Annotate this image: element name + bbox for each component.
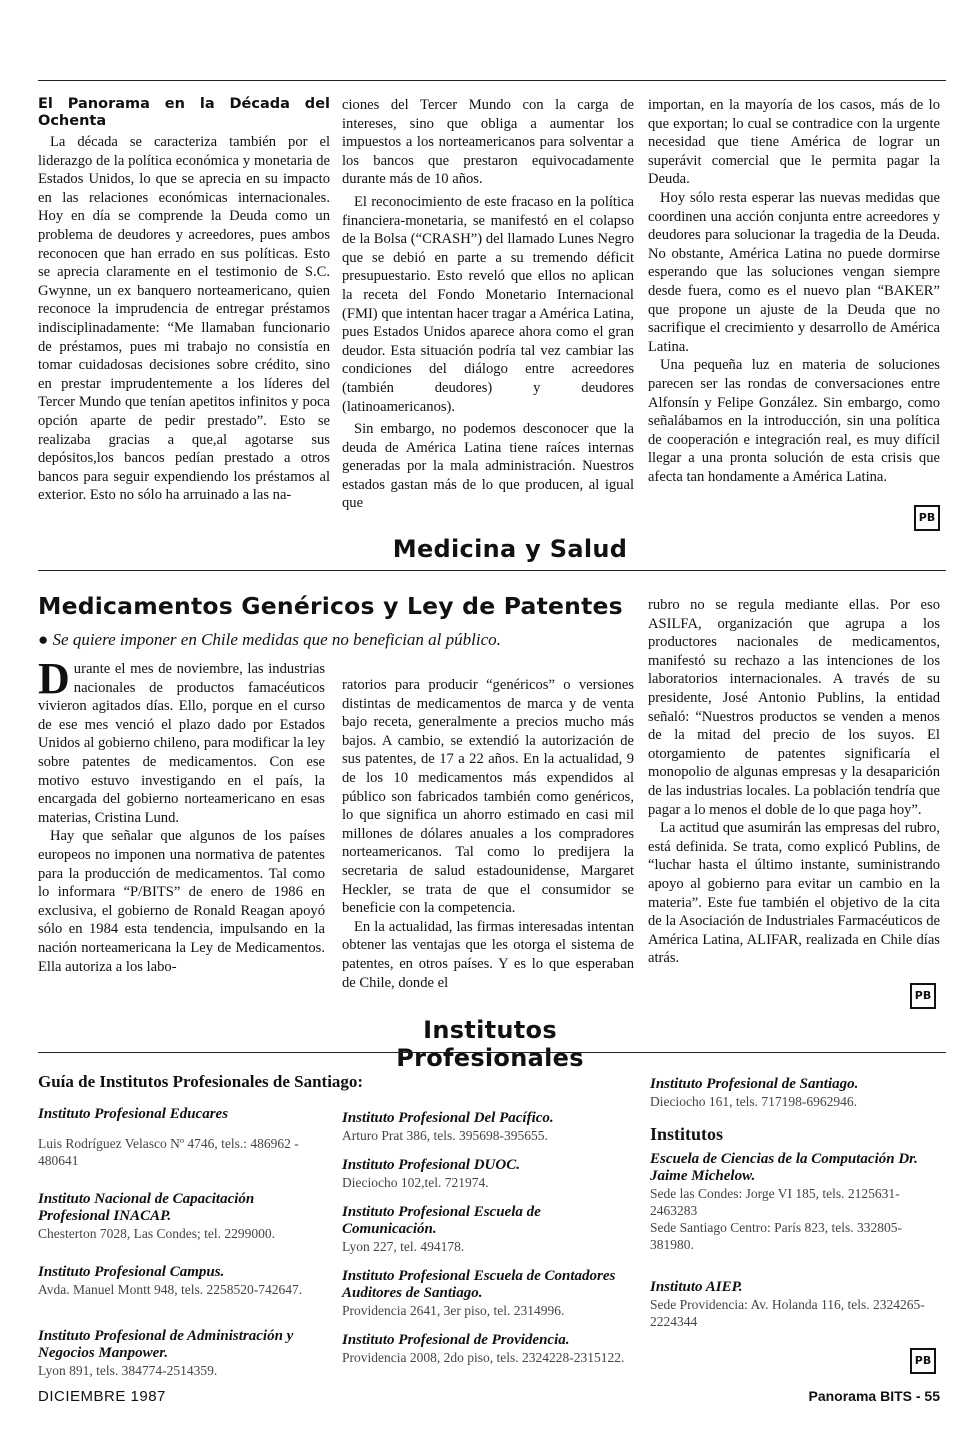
paragraph: Una pequeña luz en materia de soluciones parecen ser las rondas de conversaciones entre Alfonsín y Felipe González. Sin embargo, como señalábamos en la introducción, sin una política de cooperación e integración real, es muy difícil llegar a una pronta solución de esta crisis que afecta tan hondamente a América Latina.	[648, 357, 940, 485]
top-article-col2	[342, 96, 634, 513]
guide-col1	[38, 1106, 328, 1397]
institute-address: Chesterton 7028, Las Condes; tel. 2299000.	[38, 1226, 275, 1241]
institute-entry	[650, 1076, 940, 1110]
institute-name: Instituto Profesional de Providencia.	[342, 1332, 570, 1348]
paragraph: El reconocimiento de este fracaso en la política financiera-monetaria, se manifestó en el colapso de la Bolsa (“CRASH”) del llamado Lunes Negro que se debió en parte a su tremendo déficit presupuestario. Esto reveló que ellos no aplican la receta del Fondo Monetario Internacional (FMI) que intentan hacer tragar a América Latina, pues Estados Unidos aparece ahora como el gran deudor. Esta situación podría tal vez cambiar las condiciones del diálogo entre acreedores (también deudores) y deudores (latinoamericanos).	[342, 193, 634, 415]
institute-address: Luis Rodríguez Velasco Nº 4746, tels.: 486962 - 480641	[38, 1136, 299, 1168]
subtitle-text: Se quiere imponer en Chile medidas que no benefician al público.	[52, 630, 501, 649]
paragraph: La actitud que asumirán las empresas del rubro, está definida. Se trata, como explicó Publins, de “luchar hasta el último instante, suministrando apoyo al gobierno para evitar un cambio en la materia”. Este fue también el objetivo de la cita de la Asociación de Industriales Farmacéuticos de América Latina, ALIFAR, realizada en Chile días atrás.	[648, 820, 940, 967]
medic-col3	[648, 596, 940, 968]
institute-entry	[342, 1110, 632, 1144]
paragraph: ciones del Tercer Mundo con la carga de intereses, sino que obliga a aumentar los impuestos a los norteamericanos para solventar a los bancos que prestaron equivocadamente durante más de 10 años.	[342, 97, 634, 188]
top-rule	[38, 80, 946, 81]
institute-name: Instituto Profesional Del Pacífico.	[342, 1110, 554, 1126]
medic-article-subtitle	[38, 630, 638, 650]
medic-col1	[38, 654, 325, 976]
paragraph: Hoy sólo resta esperar las nuevas medidas que coordinen una acción conjunta entre acreedores y deudores para solucionar la tragedia de la Deuda. No obstante, América Latina no puede dormirse esperando que las soluciones vengan siempre desde fuera, como es el nuevo plan “BAKER” que propone un ajuste de la Deuda que no sacrifique el crecimiento y desarrollo de América Latina.	[648, 189, 940, 355]
institute-address: Sede Santiago Centro: París 823, tels. 332805-381980.	[650, 1220, 902, 1252]
pb-logo: PB	[910, 1348, 936, 1374]
institute-name: Instituto Profesional de Administración y Negocios Manpower.	[38, 1328, 294, 1361]
institute-entry	[38, 1328, 328, 1379]
paragraph: ratorios para producir “genéricos” o versiones distintas de medicamentos de marca y de venta bajo receta, generalmente a precios mucho más bajos. A cambio, se extendió la autorización de sus patentes, de 17 a 22 años. En la actualidad, 9 de los 10 medicamentos más expendidos al público son fabricados también como genéricos, lo que significa un ahorro estimado en casi mil millones de dólares anuales a los compradores norteamericanos. Tal como lo predijera la secretaria de salud estadounidense, Margaret Heckler, se trata de que el consumidor se beneficie con la competencia.	[342, 677, 634, 917]
guide-col2	[342, 1110, 632, 1384]
institute-name: Escuela de Ciencias de la Computación Dr. Jaime Michelow.	[650, 1151, 918, 1184]
guide-col3	[650, 1076, 940, 1348]
paragraph: rubro no se regula mediante ellas. Por eso ASILFA, organización que agrupa a los productores nacionales de medicamentos, manifestó su rechazo a las intenciones de los laboratorios internacionales. A través de su presidente, José Antonio Publins, la entidad señaló: “Nuestros productos se venden a menos de la mitad del precio de los suyos. El otorgamiento de patentes significaría el monopolio de algunas empresas y la desaparición de las industrias locales. La población tendría que pagar a lo menos el doble de lo que paga hoy”.	[648, 597, 940, 818]
institute-address: Dieciocho 161, tels. 717198-6962946.	[650, 1094, 857, 1109]
institute-entry	[342, 1157, 632, 1191]
institute-entry	[650, 1279, 940, 1330]
top-article-heading: El Panorama en la Década del Ochenta	[38, 96, 330, 129]
institute-address: Avda. Manuel Montt 948, tels. 2258520-742647.	[38, 1282, 303, 1297]
institute-address: Dieciocho 102,tel. 721974.	[342, 1175, 489, 1190]
bullet-icon: ●	[38, 630, 53, 649]
institute-address: Sede Providencia: Av. Holanda 116, tels. 2324265-2224344	[650, 1297, 925, 1329]
institute-name: Instituto Profesional Educares	[38, 1106, 229, 1122]
paragraph: Sin embargo, no podemos desconocer que la deuda de América Latina tiene raíces internas generadas por la mala administración. Nuestros estados gastan más de lo que producen, al igual que	[342, 421, 634, 512]
institute-address: Lyon 891, tels. 384774-2514359.	[38, 1363, 218, 1378]
dropcap: D	[38, 654, 70, 703]
institute-address: Providencia 2641, 3er piso, tel. 2314996.	[342, 1303, 565, 1318]
institute-entry	[38, 1106, 328, 1169]
institute-entry	[38, 1264, 328, 1298]
institute-address: Arturo Prat 386, tels. 395698-395655.	[342, 1128, 548, 1143]
footer-page: Panorama BITS - 55	[808, 1388, 940, 1404]
medic-col2	[342, 676, 634, 992]
paragraph-text: urante el mes de noviembre, las industrias nacionales de productos famacéuticos vivieron agitados días. Ello, porque en el curso de ese mes venció el plazo dado por Estados Unidos al gobierno chileno, para modificar la ley sobre patentes de medicamentos. Con ese motivo estuvo investigando en el país, la encargada del gobierno norteamericano en esas materias, Cristina Lund.	[38, 661, 325, 826]
institute-entry	[342, 1332, 632, 1366]
institute-entry	[650, 1151, 940, 1253]
institutos-heading: Institutos	[650, 1124, 724, 1144]
institute-name: Instituto Profesional de Santiago.	[650, 1076, 859, 1092]
section-title-medicina: Medicina y Salud	[392, 535, 628, 563]
footer-date: DICIEMBRE 1987	[38, 1388, 166, 1405]
section-title-institutos: Institutos Profesionales	[396, 1016, 584, 1072]
institute-address: Sede las Condes: Jorge VI 185, tels. 2125631-2463283	[650, 1186, 900, 1218]
section-rule	[38, 570, 946, 571]
institute-name: Instituto Profesional Escuela de Contadores Auditores de Santiago.	[342, 1268, 616, 1301]
institute-name: Instituto AIEP.	[650, 1279, 743, 1295]
section-rule	[38, 1052, 946, 1053]
institute-name: Instituto Profesional Campus.	[38, 1264, 225, 1280]
paragraph: Hay que señalar que algunos de los países europeos no imponen una normativa de patentes para la producción de medicamentos. Tal como lo informara “P/BITS” de enero de 1986 en exclusiva, el gobierno de Ronald Reagan apoyó sólo en 1984 esta tendencia, impulsando en la nación norteamericana la Ley de Medicamentos. Ella autoriza a los labo-	[38, 828, 325, 975]
institute-entry	[342, 1268, 632, 1319]
institute-name: Instituto Nacional de Capacitación Profesional INACAP.	[38, 1191, 255, 1224]
institute-name: Instituto Profesional DUOC.	[342, 1157, 520, 1173]
medic-article-title: Medicamentos Genéricos y Ley de Patentes	[38, 592, 623, 620]
paragraph: La década se caracteriza también por el liderazgo de la política económica y monetaria de Estados Unidos, lo que se aprecia en su impacto en las relaciones económicas internacionales. Hoy en día se comprende la Deuda como un problema de deudores y acreedores, pues ambos reconocen que han errado en sus políticas. Esto se aprecia claramente en el testimonio de S.C. Gwynne, un ex banquero norteamericano, quien reconoce la imprudencia de entregar préstamos indisciplinadamente: “Me llamaban funcionario de préstamos, pues mi trabajo no consistía en tomar cuidadosas decisiones sobre crédito, sino en prestar imprudentemente a los líderes del Tercer Mundo que tenían apetitos infinitos y poca opción aparte de pedir prestado”. Esto se realizaba gracias a que,al agotarse sus depósitos,los bancos pedían prestado a otros bancos para seguir expendiendo los préstamos al exterior. Esto no sólo ha arruinado a las na-	[38, 134, 330, 504]
top-article-col1	[38, 96, 330, 505]
institute-entry	[38, 1191, 328, 1242]
pb-logo: PB	[914, 505, 940, 531]
paragraph: importan, en la mayoría de los casos, más de lo que exportan; lo cual se contradice con la urgente necesidad que tiene América de lograr un superávit comercial que le permita pagar la Deuda.	[648, 97, 940, 188]
institute-entry	[342, 1204, 632, 1255]
institute-name: Instituto Profesional Escuela de Comunicación.	[342, 1204, 541, 1237]
paragraph	[38, 654, 325, 827]
institute-address: Lyon 227, tel. 494178.	[342, 1239, 465, 1254]
top-article-col3	[648, 96, 940, 486]
institute-address: Providencia 2008, 2do piso, tels. 2324228-2315122.	[342, 1350, 625, 1365]
guide-heading: Guía de Institutos Profesionales de Santiago:	[38, 1072, 364, 1091]
paragraph: En la actualidad, las firmas interesadas intentan obtener las ventajas que les otorga el sistema de patentes, en otros países. Y es lo que esperaban de Chile, donde el	[342, 918, 634, 991]
pb-logo: PB	[910, 983, 936, 1009]
